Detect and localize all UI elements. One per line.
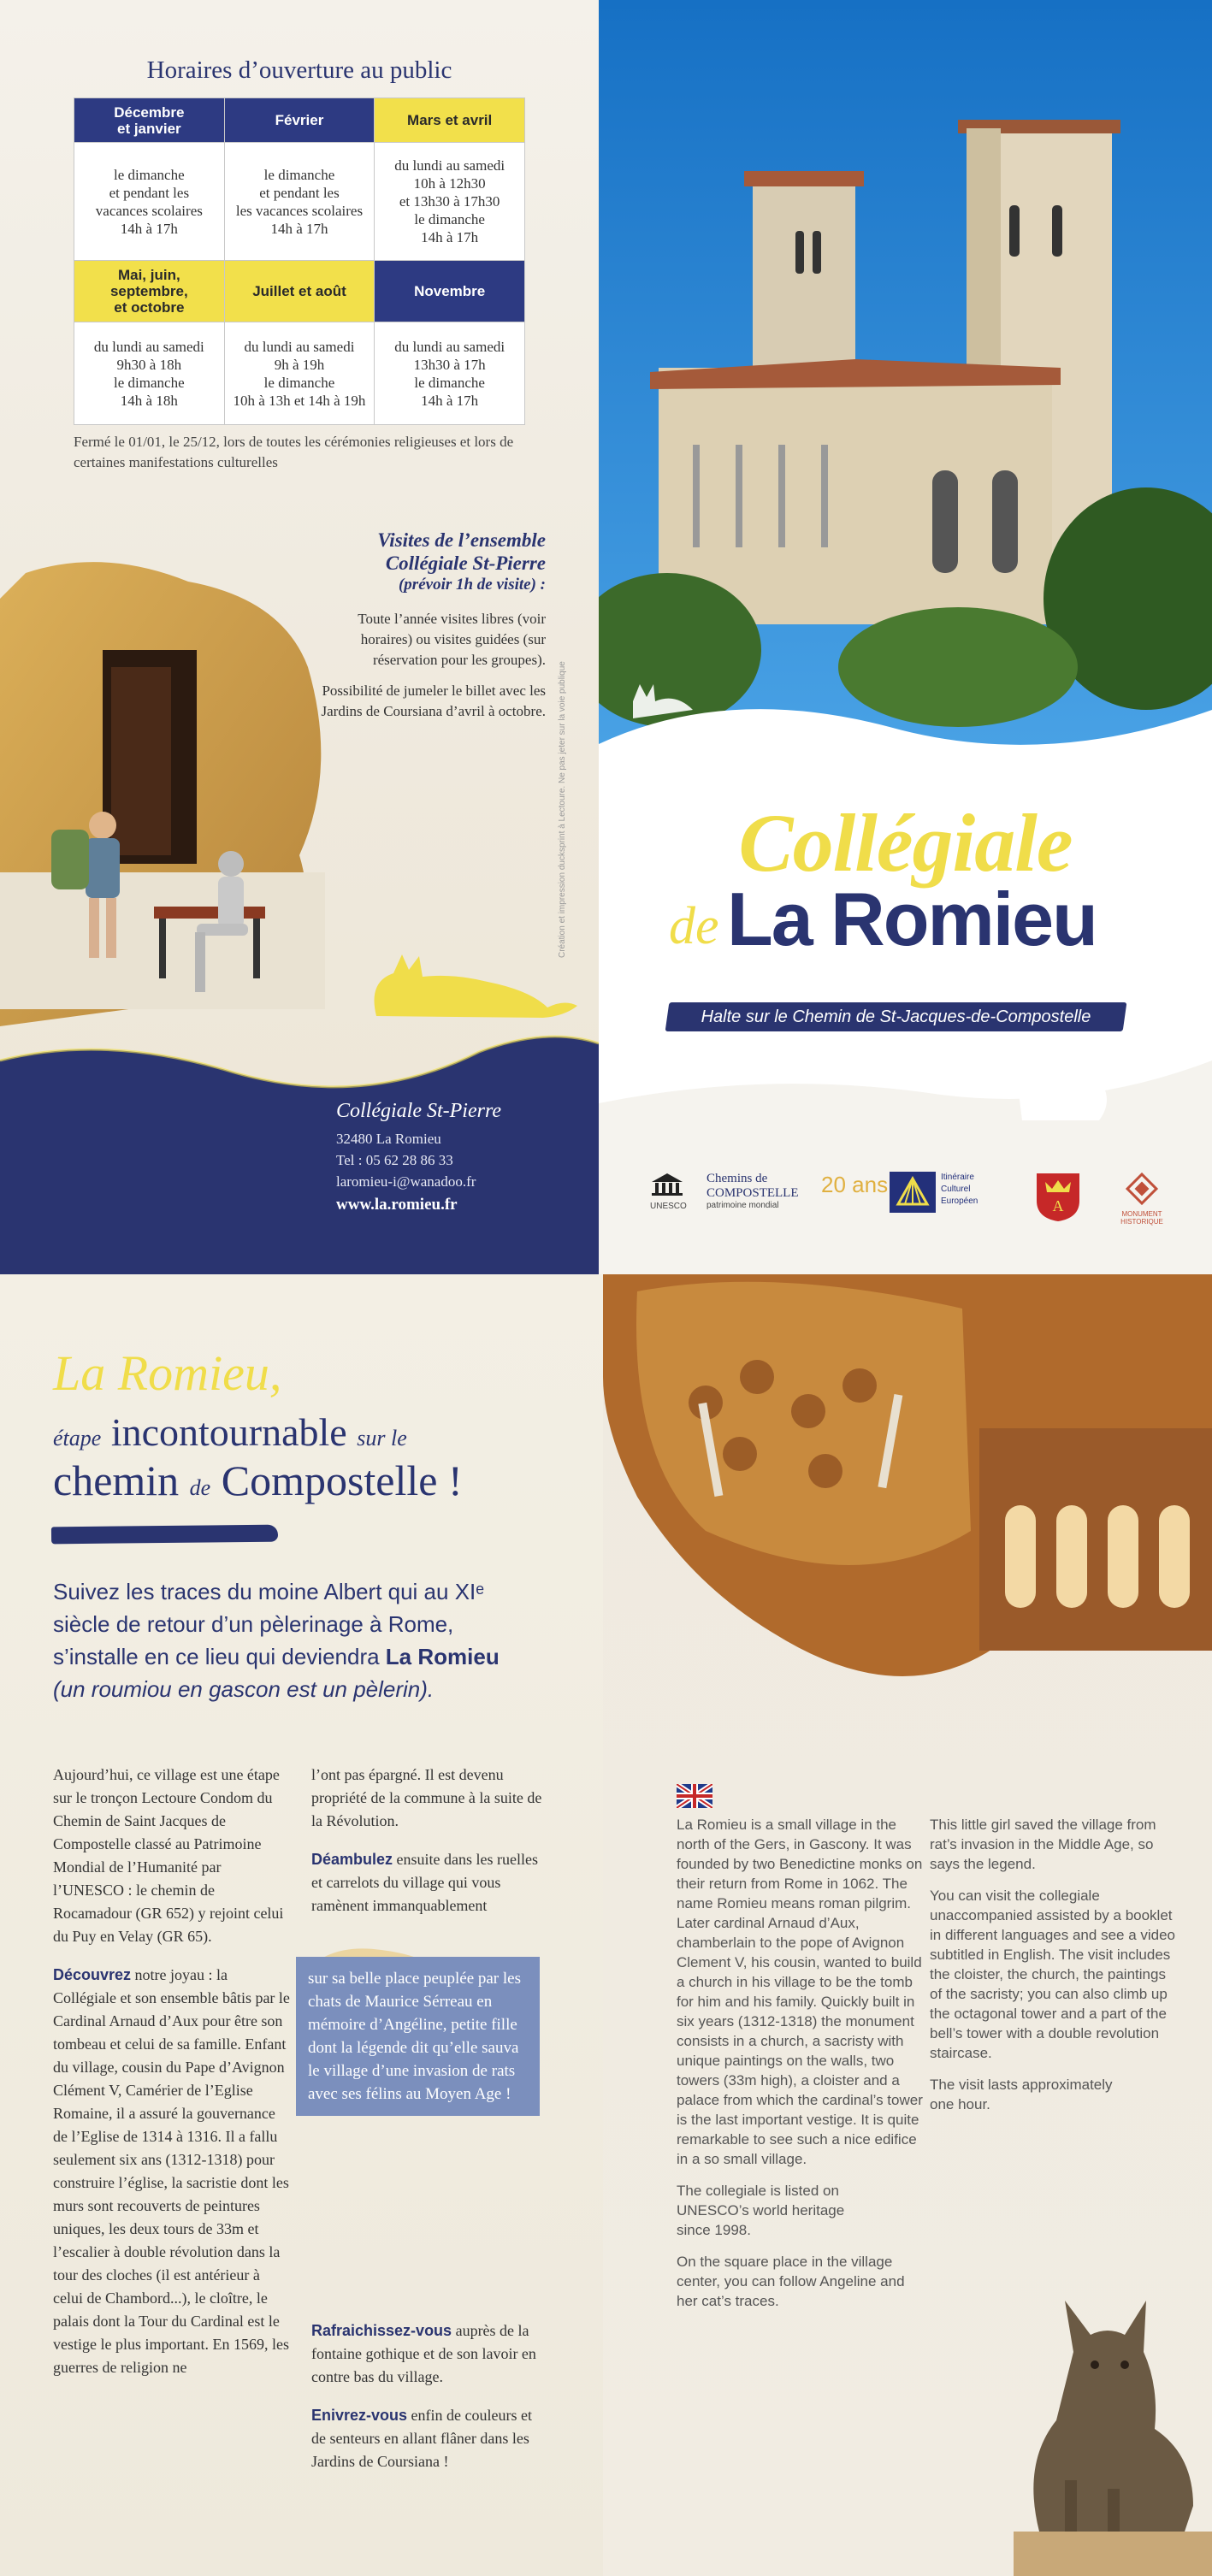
- en-paragraph-square: On the square place in the village center, you can follow Angeline and her cat’s traces.: [677, 2254, 905, 2309]
- cover-title-de: de: [669, 897, 719, 955]
- title3-compostelle: Compostelle !: [221, 1456, 463, 1504]
- english-column-2: [930, 1815, 1186, 2126]
- contact-phone: Tel : 05 62 28 86 33: [336, 1152, 453, 1168]
- en-paragraph-history: La Romieu is a small village in the north of the Gers, in Gascony. It was founded by two Benedictine monks on their return from Rome in 1062. The name Romieu means roman pilgrim. Later cardinal Arnaud d’Aux, chamberlain to the pope of Avignon Clement V, his cousin, wanted to build a church in his village to be the tomb for him and his family. Quickly built in six years (1312-1318) the monument consists in a church, a sacristy with unique paintings on the walls, two towers (33m high), a cloister and a palace from which the cardinal’s tower is the last important vestige. It is quite remarkable to see such a nice edifice in a so small village.: [677, 1817, 923, 2167]
- hours-table: [74, 97, 525, 425]
- intro-paragraph: [53, 1575, 523, 1705]
- unesco-logo: [650, 1172, 687, 1211]
- closed-note: Fermé le 01/01, le 25/12, lors de toutes les cérémonies religieuses et lors de certaines manifestations culturelles: [74, 434, 514, 470]
- visits-text-2: Possibilité de jumeler le billet avec les Jardins de Coursiana d’avril à octobre.: [321, 682, 546, 719]
- monument-historique-logo: [1112, 1172, 1172, 1226]
- hours-title: Horaires d’ouverture au public: [146, 56, 452, 84]
- contact-title: Collégiale St-Pierre: [336, 1100, 502, 1122]
- cat-statue-photo: [962, 2249, 1212, 2576]
- inside-title-la-romieu: La Romieu,: [53, 1345, 282, 1401]
- period-header: Mars et avril: [375, 98, 525, 143]
- period-schedule: du lundi au samedi 13h30 à 17h le dimanche 14h à 17h: [375, 322, 525, 425]
- en-paragraph-visit: You can visit the collegiale unaccompanied assisted by a booklet in different languages and see a video subtitled in English. The visit includes the cloister, the church, the paintings of the sacristy; you can also climb up the octagonal tower and a part of the bell’s tower with a double revolution staircase.: [930, 1888, 1176, 2061]
- shield-icon: [1035, 1172, 1081, 1223]
- title2-etape: étape: [53, 1426, 102, 1450]
- inside-left-panel: [0, 1274, 603, 2576]
- period-schedule: du lundi au samedi 9h30 à 18h le dimanche 14h à 18h: [74, 322, 225, 425]
- contact-website[interactable]: www.la.romieu.fr: [336, 1196, 458, 1214]
- contact-address: 32480 La Romieu: [336, 1131, 441, 1147]
- monument-labyrinth-icon: [1125, 1172, 1159, 1206]
- paragraph-enivrez-text: enfin de couleurs et de senteurs en allant flâner dans les Jardins de Coursiana !: [311, 2407, 532, 2470]
- partner-logos: [650, 1172, 1197, 1240]
- en-paragraph-unesco: The collegiale is listed on UNESCO’s world heritage since 1998.: [677, 2183, 845, 2238]
- paragraph-enivrez: [311, 2404, 544, 2473]
- yellow-cat-illustration: [359, 939, 582, 1025]
- chemins-label: Chemins de COMPOSTELLE: [707, 1172, 799, 1200]
- unesco-label: UNESCO: [650, 1202, 687, 1211]
- period-schedule: le dimanche et pendant les vacances scolaires 14h à 17h: [74, 143, 225, 261]
- visits-subtitle: (prévoir 1h de visite) :: [398, 576, 546, 594]
- period-schedule: du lundi au samedi 9h à 19h le dimanche 10h à 13h et 14h à 19h: [224, 322, 375, 425]
- period-schedule: du lundi au samedi 10h à 12h30 et 13h30 à 17h30 le dimanche 14h à 17h: [375, 143, 525, 261]
- inside-title-line3: [53, 1456, 463, 1505]
- inside-title-line2: [53, 1409, 407, 1455]
- chemins-sublabel: patrimoine mondial: [707, 1201, 779, 1210]
- paragraph-rafraichissez-text: auprès de la fontaine gothique et de son lavoir en contre bas du village.: [311, 2322, 536, 2385]
- period-header: Mai, juin, septembre, et octobre: [74, 261, 225, 322]
- visits-text-1: Toute l’année visites libres (voir horaires) ou visites guidées (sur réservation pour les groupes).: [358, 611, 546, 668]
- visits-text: [308, 609, 546, 722]
- english-column-1: [677, 1815, 946, 2323]
- svg-text:A: A: [1052, 1197, 1064, 1214]
- paragraph-revolution: l’ont pas épargné. Il est devenu propriété de la commune à la suite de la Révolution.: [311, 1766, 542, 1829]
- keyword-rafraichissez: Rafraichissez-vous: [311, 2322, 452, 2339]
- body-column-1: [53, 1764, 291, 2395]
- cover-title: Collégiale: [738, 797, 1073, 889]
- angeline-legend-box: sur sa belle place peuplée par les chats de Maurice Sérreau en mémoire d’Angéline, petite fille dont la légende dit qu’elle sauva le village d’une invasion de rats avec ses félins au Moyen Age !: [296, 1957, 540, 2116]
- intro-text-a: Suivez les traces du moine Albert qui au XIᵉ siècle de retour d’un pèlerinage à Rome, s’installe en ce lieu qui deviendra: [53, 1579, 484, 1669]
- cover-banner: [665, 1002, 1127, 1031]
- period-header: Février: [224, 98, 375, 143]
- title2-incontournable: incontournable: [110, 1410, 347, 1454]
- en-paragraph-duration: The visit lasts approximately one hour.: [930, 2077, 1113, 2112]
- paragraph-discover-text: notre joyau : la Collégiale et son ensemble bâtis par le Cardinal Arnaud d’Aux pour être son tombeau et celui de sa famille. Enfant du village, cousin du Pape d’Avignon Clément V, Camérier de l’Eglise Romaine, il a assuré la gouvernance de l’Eglise de 1314 à 1316. Il a fallu seulement six ans (1312-1318) pour construire l’église, la sacristie dont les murs sont recouverts de peintures uniques, les deux tours de 33m et l’escalier à double révolution dans la tour des cloches (il est antérieur à celui de Chambord...), le cloître, le palais dont la Tour du Cardinal est le vestige le plus important. En 1569, les guerres de religion ne: [53, 1966, 290, 2376]
- paragraph-deambulez-text: ensuite dans les ruelles et carrelots du village qui vous ramènent immanquablement: [311, 1851, 538, 1914]
- navy-brush-stroke: [51, 1525, 278, 1545]
- intro-la-romieu: La Romieu: [385, 1644, 500, 1669]
- church-photo: [599, 0, 1212, 770]
- hours-panel: [0, 0, 599, 1274]
- period-header: Novembre: [375, 261, 525, 322]
- title2-sur-le: sur le: [357, 1426, 407, 1450]
- body-column-2-bottom: [311, 2319, 544, 2489]
- inside-right-panel: [603, 1274, 1212, 2576]
- paragraph-rafraichissez: [311, 2319, 544, 2389]
- church-interior-photo: [603, 1274, 1212, 1822]
- paragraph-today: Aujourd’hui, ce village est une étape sur le tronçon Lectoure Condom du Chemin de Saint Jacques de Compostelle classé au Patrimoine Mondial de l’Humanité par l’UNESCO : le chemin de Rocamadour (GR 652) y rejoint celui du Puy en Velay (GR 65).: [53, 1766, 284, 1945]
- contact-email[interactable]: laromieu-i@wanadoo.fr: [336, 1173, 476, 1190]
- contact-block: [336, 1100, 584, 1214]
- cover-title-la-romieu: La Romieu: [727, 877, 1097, 961]
- period-schedule: le dimanche et pendant les les vacances scolaires 14h à 17h: [224, 143, 375, 261]
- cover-banner-text: Halte sur le Chemin de St-Jacques-de-Compostelle: [701, 1007, 1091, 1026]
- uk-flag-icon: [677, 1784, 712, 1808]
- intro-text-c: (un roumiou en gascon est un pèlerin).: [53, 1676, 435, 1702]
- visits-title: Visites de l’ensemble Collégiale St-Pierre: [377, 529, 546, 574]
- body-column-2: [311, 1764, 544, 1933]
- unesco-temple-icon: [650, 1172, 684, 1197]
- scallop-shell-icon: [890, 1172, 936, 1213]
- chemins-compostelle-logo: [707, 1172, 835, 1210]
- en-paragraph-legend: This little girl saved the village from rat’s invasion in the Middle Age, so says the legend.: [930, 1817, 1156, 1872]
- keyword-decouvrez: Découvrez: [53, 1966, 132, 1983]
- print-credit: Création et impression ducksprint à Lectoure. Ne pas jeter sur la voie publique: [558, 661, 567, 958]
- itineraire-culturel-logo: [890, 1172, 978, 1213]
- itineraire-label: Itinéraire Culturel Européen: [941, 1173, 978, 1206]
- period-header: Décembre et janvier: [74, 98, 225, 143]
- keyword-enivrez: Enivrez-vous: [311, 2407, 408, 2424]
- cover-panel: [599, 0, 1212, 1274]
- title3-chemin: chemin: [53, 1456, 180, 1504]
- coat-of-arms-logo: [1035, 1172, 1081, 1227]
- paragraph-discover: [53, 1964, 291, 2379]
- paragraph-deambulez: [311, 1848, 544, 1917]
- anniversary-label: 20 ans: [821, 1172, 889, 1197]
- keyword-deambulez: Déambulez: [311, 1851, 393, 1868]
- period-header: Juillet et août: [224, 261, 375, 322]
- monument-label: MONUMENT HISTORIQUE: [1120, 1210, 1163, 1226]
- title3-de: de: [189, 1475, 211, 1500]
- anniversary-logo: [821, 1172, 888, 1198]
